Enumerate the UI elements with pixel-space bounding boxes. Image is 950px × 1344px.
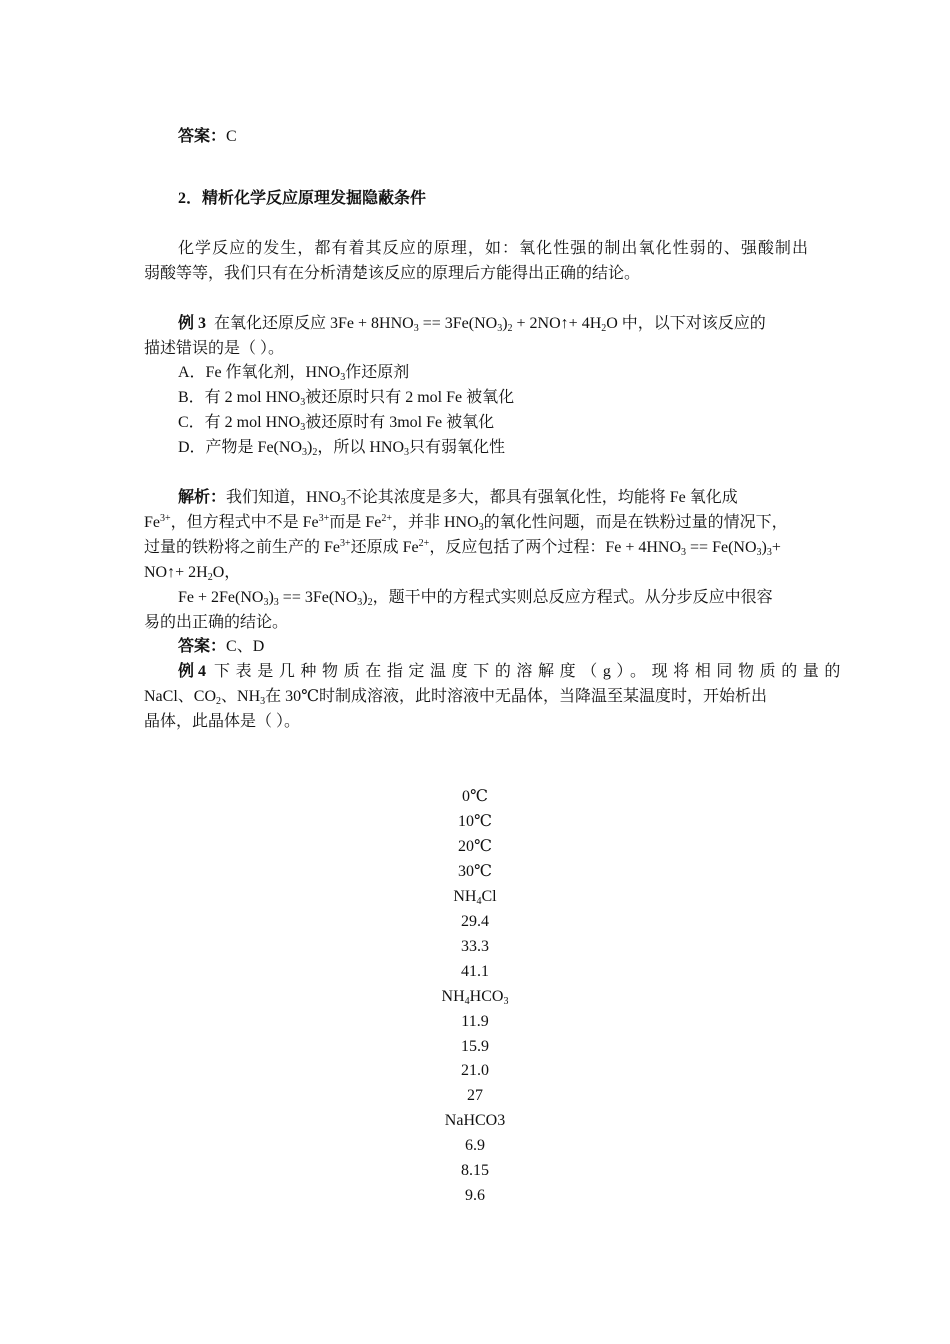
analysis-text: NO↑+ 2H <box>144 564 208 581</box>
analysis-text: == 3Fe(NO <box>278 589 358 606</box>
superscript: 3+ <box>340 538 351 549</box>
table-cell-value: 11.9 <box>461 1013 489 1030</box>
subscript: 3 <box>300 397 306 408</box>
superscript: 2+ <box>418 538 430 549</box>
superscript: 3+ <box>318 513 330 524</box>
substance-text: Cl <box>481 888 497 905</box>
subscript: 2 <box>312 447 318 458</box>
option-b <box>178 386 842 410</box>
superscript: 2+ <box>381 513 392 524</box>
subscript: 3 <box>503 996 509 1007</box>
analysis-label: 解析： <box>178 489 227 506</box>
subscript: 3 <box>681 547 687 558</box>
analysis-text: 而是 Fe <box>329 514 382 531</box>
analysis-line-4 <box>144 561 808 585</box>
analysis-line-3 <box>144 536 808 560</box>
analysis-text: 的氧化性问题，而是在铁粉过量的情况下， <box>483 514 788 531</box>
subscript: 3 <box>404 447 409 458</box>
subscript: 3 <box>263 597 269 608</box>
example-3-text: 在氧化还原反应 3Fe + 8HNO <box>214 315 414 332</box>
analysis-text: Fe + 2Fe(NO <box>178 589 264 606</box>
subscript: 2 <box>207 572 213 583</box>
answer-label: 答案： <box>178 638 227 655</box>
option-a <box>178 361 842 385</box>
table-cell-substance: NaHCO3 <box>444 1112 506 1129</box>
analysis-line-5 <box>178 586 842 610</box>
option-text: C．有 2 mol HNO <box>178 414 301 431</box>
answer-value: C <box>226 128 237 145</box>
option-text: ，所以 HNO <box>317 439 404 456</box>
subscript: 3 <box>357 597 363 608</box>
table-cell-value: 27 <box>467 1087 483 1104</box>
subscript: 2 <box>601 323 607 334</box>
option-text: 被还原时只有 2 mol Fe 被氧化 <box>305 389 515 406</box>
subscript: 3 <box>756 547 762 558</box>
subscript: 2 <box>216 696 222 707</box>
subscript: 3 <box>340 497 346 508</box>
analysis-text: 还原成 Fe <box>350 539 419 556</box>
table-cell-temp: 30℃ <box>458 863 492 880</box>
analysis-text: ) <box>761 539 767 556</box>
section-title: 精析化学反应原理发掘隐蔽条件 <box>202 190 427 207</box>
table-cell-value: 15.9 <box>461 1038 489 1055</box>
subscript: 3 <box>300 422 306 433</box>
example-4-text: 下表是几种物质在指定温度下的溶解度（g）。现将相同物质的量的 <box>214 663 847 680</box>
answer-3 <box>178 635 842 659</box>
table-cell-substance <box>375 985 575 1009</box>
example-3-text: + 2NO↑+ 4H <box>512 315 602 332</box>
analysis-line-1 <box>178 486 808 510</box>
table-cell-value: 6.9 <box>465 1137 485 1154</box>
paragraph-line-2: 弱酸等等，我们只有在分析清楚该反应的原理后方能得出正确的结论。 <box>144 265 641 282</box>
subscript: 3 <box>413 323 419 334</box>
example-4-text: NaCl、CO <box>144 688 217 705</box>
table-cell-temp: 10℃ <box>458 813 492 830</box>
analysis-text: O， <box>212 564 241 581</box>
table-cell-temp: 0℃ <box>462 788 488 805</box>
example-4-line-3: 晶体，此晶体是（ ）。 <box>144 713 301 730</box>
substance-text: NH <box>441 988 465 1005</box>
subscript: 3 <box>497 323 503 334</box>
example-3-text: ) <box>502 315 508 332</box>
analysis-text: 过量的铁粉将之前生产的 Fe <box>144 539 341 556</box>
example-4-text: 在 30℃时制成溶液，此时溶液中无晶体，当降温至某温度时，开始析出 <box>265 688 768 705</box>
analysis-text: ，但方程式中不是 Fe <box>170 514 319 531</box>
analysis-text: ，反应包括了两个过程：Fe + 4HNO <box>429 539 682 556</box>
table-cell-temp: 20℃ <box>458 838 492 855</box>
option-text: 只有弱氧化性 <box>409 439 506 456</box>
analysis-text: Fe <box>144 514 160 531</box>
subscript: 4 <box>464 996 470 1007</box>
analysis-text: ) <box>268 589 274 606</box>
example-3-text: O 中，以下对该反应的 <box>606 315 766 332</box>
option-c <box>178 411 842 435</box>
analysis-text: ) <box>362 589 368 606</box>
section-number: 2． <box>178 190 203 207</box>
answer-value: C、D <box>226 638 265 655</box>
analysis-line-6: 易的出正确的结论。 <box>144 614 289 631</box>
subscript: 3 <box>340 372 346 383</box>
section-heading <box>178 187 842 211</box>
analysis-text: 我们知道，HNO <box>226 489 341 506</box>
analysis-text: + <box>771 539 781 556</box>
table-cell-value: 9.6 <box>465 1187 485 1204</box>
example-4-line-1 <box>178 660 847 684</box>
answer-1 <box>178 125 842 149</box>
option-text: B．有 2 mol HNO <box>178 389 301 406</box>
substance-text: HCO <box>469 988 504 1005</box>
example-4-line-2 <box>144 685 808 709</box>
subscript: 2 <box>367 597 373 608</box>
table-cell-value: 41.1 <box>461 963 489 980</box>
analysis-text: 不论其浓度是多大，都具有强氧化性，均能将 Fe 氧化成 <box>345 489 738 506</box>
option-text: D．产物是 Fe(NO <box>178 439 302 456</box>
option-text: A．Fe 作氧化剂，HNO <box>178 364 341 381</box>
table-cell-substance <box>375 885 575 909</box>
example-3-text: == 3Fe(NO <box>418 315 498 332</box>
subscript: 3 <box>273 597 279 608</box>
analysis-text: ，题干中的方程式实则总反应方程式。从分步反应中很容 <box>372 589 773 606</box>
subscript: 3 <box>302 447 307 458</box>
table-cell-value: 33.3 <box>461 938 489 955</box>
superscript: 3+ <box>160 513 171 524</box>
subscript: 3 <box>478 522 484 533</box>
example-4-text: 、NH <box>221 688 261 705</box>
answer-label: 答案： <box>178 128 227 145</box>
table-cell-value: 29.4 <box>461 913 489 930</box>
subscript: 2 <box>507 323 513 334</box>
subscript: 3 <box>260 696 266 707</box>
subscript: 4 <box>476 896 482 907</box>
example-3-stem <box>178 312 808 336</box>
option-text: ) <box>307 439 313 456</box>
analysis-line-2 <box>144 511 808 535</box>
option-text: 被还原时有 3mol Fe 被氧化 <box>305 414 495 431</box>
table-cell-value: 8.15 <box>461 1162 489 1179</box>
example-4-label: 例 4 <box>178 663 207 680</box>
subscript: 3 <box>766 547 772 558</box>
analysis-text: ，并非 HNO <box>391 514 479 531</box>
paragraph-line-1: 化学反应的发生，都有着其反应的原理，如：氧化性强的制出氧化性弱的、强酸制出 <box>178 240 808 257</box>
example-3-label: 例 3 <box>178 315 207 332</box>
example-3-stem-line-2: 描述错误的是（ ）。 <box>144 340 285 357</box>
analysis-text: == Fe(NO <box>686 539 757 556</box>
table-cell-value: 21.0 <box>461 1062 489 1079</box>
option-text: 作还原剂 <box>345 364 410 381</box>
option-d <box>178 436 842 460</box>
substance-text: NH <box>453 888 477 905</box>
